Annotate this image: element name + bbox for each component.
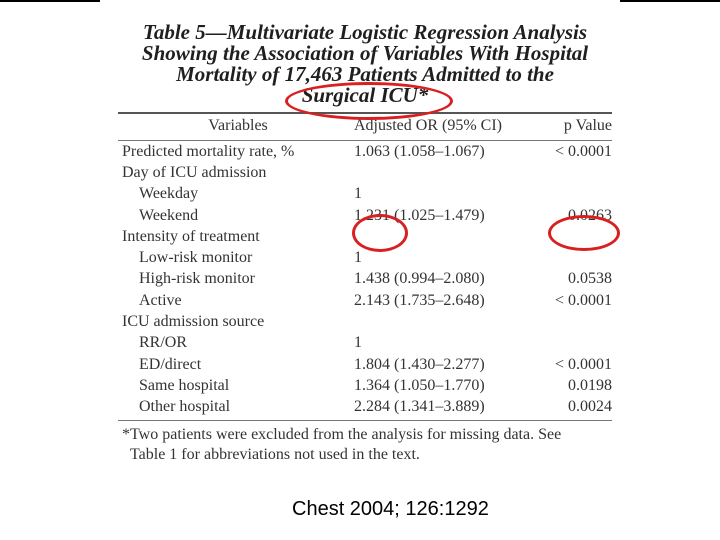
bottom-rule [118, 420, 612, 421]
title-line: Showing the Association of Variables With Hospital [141, 41, 589, 65]
row-label: Other hospital [139, 398, 231, 416]
table-row [118, 311, 612, 332]
title-line: Table 5—Multivariate Logistic Regression Analysis [142, 20, 588, 44]
table-row [118, 269, 612, 290]
row-or: 1 [354, 185, 362, 203]
highlight-circle-p [548, 215, 620, 251]
table-row [118, 397, 612, 418]
row-label: Predicted mortality rate, % [122, 142, 295, 160]
title-line: Surgical ICU* [301, 83, 429, 107]
table-row [118, 141, 612, 162]
row-p: < 0.0001 [554, 142, 612, 160]
row-label: High-risk monitor [139, 270, 255, 288]
row-or: 1 [354, 334, 362, 352]
table-row [118, 290, 612, 311]
table-row [118, 162, 612, 183]
header-p: p Value [563, 117, 612, 134]
table-row [118, 333, 612, 354]
top-border-right [620, 0, 720, 2]
row-label: RR/OR [139, 334, 188, 352]
row-or: 2.143 (1.735–2.648) [354, 291, 485, 309]
table-row [118, 184, 612, 205]
row-p: 0.0538 [568, 270, 612, 288]
row-or: 1.438 (0.994–2.080) [354, 270, 485, 288]
row-or: 1.804 (1.430–2.277) [354, 355, 485, 373]
row-label: Active [139, 291, 182, 309]
table-row [118, 375, 612, 396]
row-label: ICU admission source [122, 313, 265, 331]
row-or: 1.364 (1.050–1.770) [354, 376, 485, 394]
table-row [118, 247, 612, 268]
row-or: 1.063 (1.058–1.067) [354, 142, 485, 160]
row-or: 1 [354, 249, 362, 267]
citation: Chest 2004; 126:1292 [292, 498, 489, 520]
row-label: Intensity of treatment [122, 227, 260, 245]
row-p: 0.0198 [568, 376, 612, 394]
row-label: Weekend [139, 206, 199, 224]
row-p: < 0.0001 [554, 355, 612, 373]
row-label: ED/direct [139, 355, 202, 373]
footnote-line: *Two patients were excluded from the analysis for missing data. See [122, 425, 562, 443]
row-label: Weekday [139, 185, 199, 203]
header-variables: Variables [208, 117, 268, 134]
row-p: 0.0024 [568, 398, 612, 416]
row-p: < 0.0001 [554, 291, 612, 309]
top-border-left [0, 0, 100, 2]
highlight-circle-or [352, 214, 408, 252]
title-line: Mortality of 17,463 Patients Admitted to the [176, 62, 554, 86]
row-p: 0.0263 [568, 206, 612, 224]
table-footnote [118, 425, 612, 465]
table-row [118, 354, 612, 375]
row-or: 1.231 (1.025–1.479) [354, 206, 485, 224]
row-label: Same hospital [139, 376, 230, 394]
footnote-line: Table 1 for abbreviations not used in the text. [130, 445, 420, 463]
header-or: Adjusted OR (95% CI) [354, 117, 502, 134]
row-label: Low-risk monitor [139, 249, 253, 267]
row-label: Day of ICU admission [122, 163, 267, 181]
highlight-circle-title [285, 82, 453, 120]
row-or: 2.284 (1.341–3.889) [354, 398, 485, 416]
